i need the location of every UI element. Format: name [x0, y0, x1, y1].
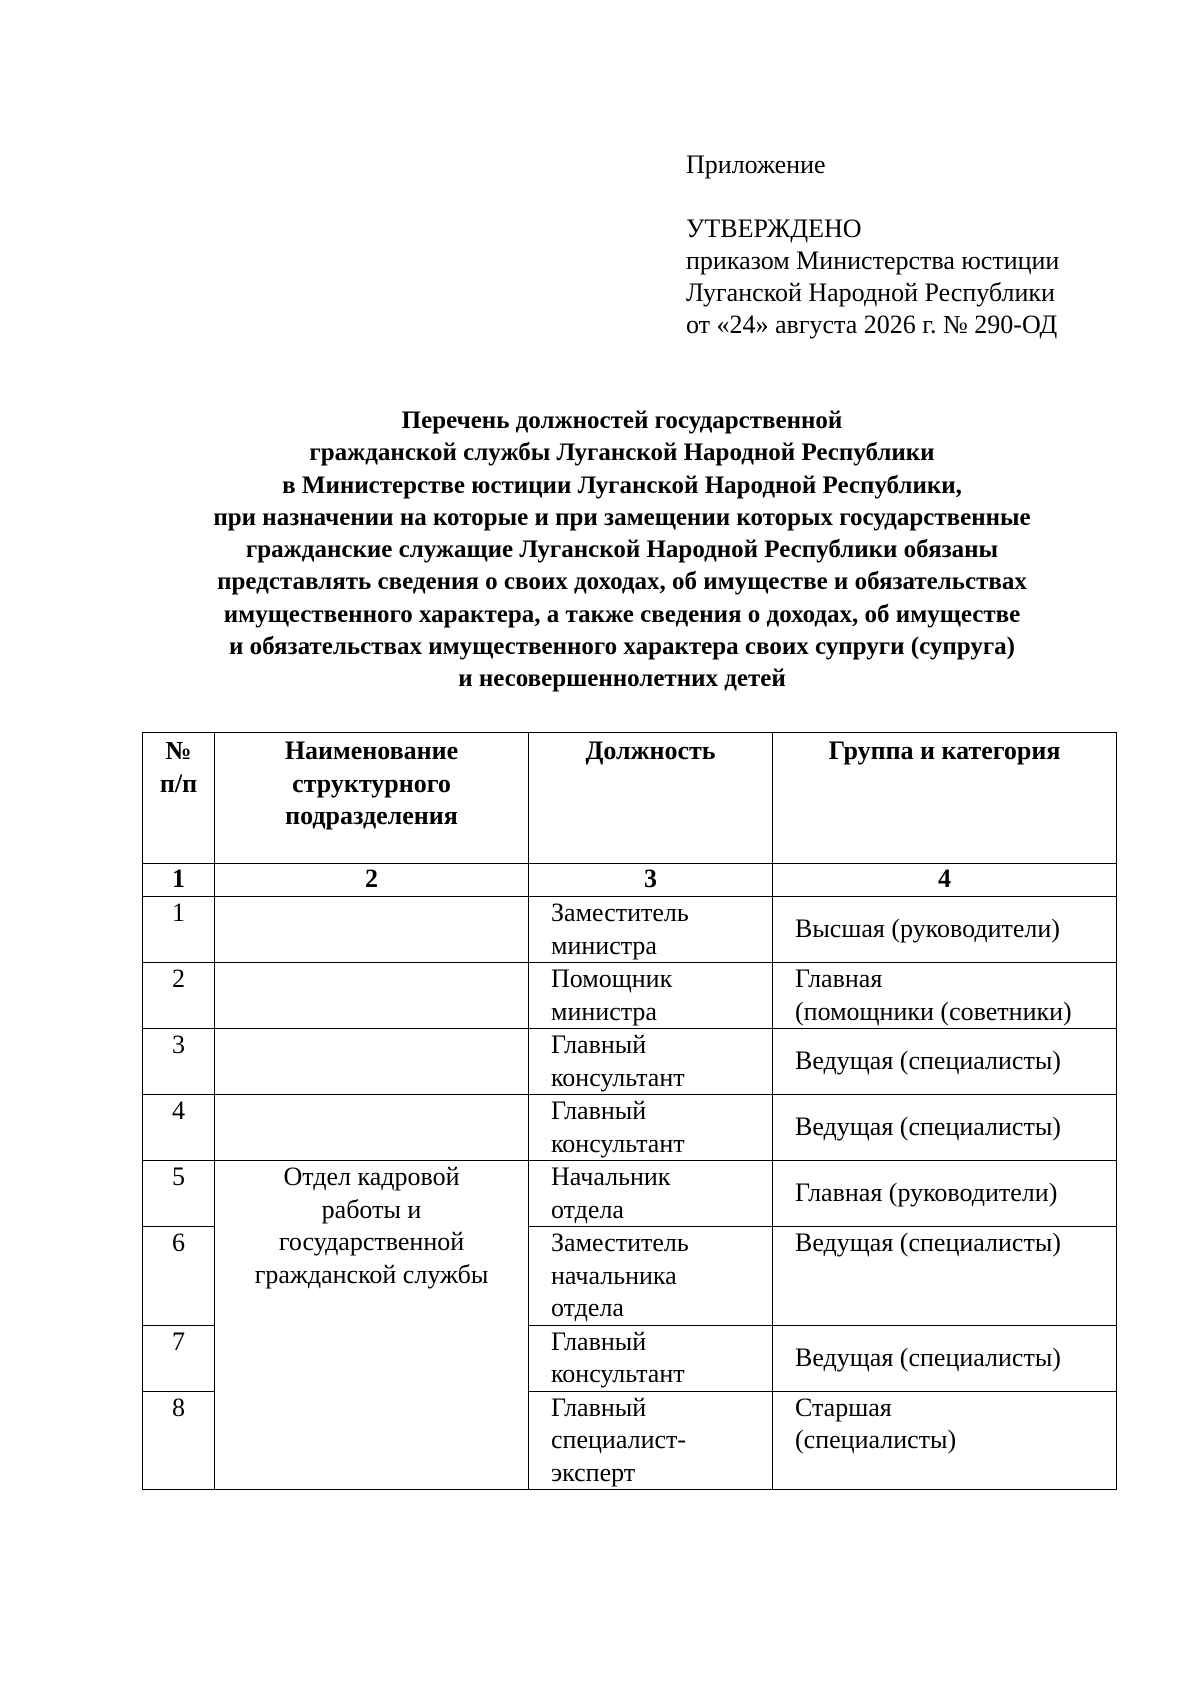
position-cell: Главный специалист- эксперт	[529, 1391, 773, 1490]
group-cell: Ведущая (специалисты)	[773, 1029, 1117, 1095]
group-cell: Ведущая (специалисты)	[773, 1095, 1117, 1161]
row-number: 2	[143, 963, 215, 1029]
table-header-row	[143, 733, 1117, 864]
title-line: Перечень должностей государственной	[401, 407, 843, 434]
title-line: и несовершеннолетних детей	[458, 665, 786, 693]
unit-cell	[215, 1095, 529, 1161]
approved-label: УТВЕРЖДЕНО	[686, 214, 862, 243]
position-cell: Помощник министра	[529, 963, 773, 1029]
title-line: в Министерстве юстиции Луганской Народной Республики,	[282, 471, 962, 499]
position-cell: Заместитель министра	[529, 897, 773, 963]
table-row	[143, 897, 1117, 963]
position-cell: Главный консультант	[529, 1029, 773, 1095]
position-cell: Начальник отдела	[529, 1161, 773, 1227]
title-line: при назначении на которые и при замещении которых государственные	[213, 503, 1031, 531]
row-number: 8	[143, 1391, 215, 1490]
row-number: 4	[143, 1095, 215, 1161]
title-line: и обязательствах имущественного характера своих супруги (супруга)	[229, 633, 1015, 661]
approval-order-line: приказом Министерства юстиции	[686, 246, 1060, 275]
table-row	[143, 1029, 1117, 1095]
table-row	[143, 1095, 1117, 1161]
row-number: 5	[143, 1161, 215, 1227]
unit-cell	[215, 897, 529, 963]
header-number: № п/п	[143, 733, 215, 864]
position-cell: Главный консультант	[529, 1095, 773, 1161]
group-cell: Ведущая (специалисты)	[773, 1325, 1117, 1391]
column-number: 2	[215, 864, 529, 897]
unit-cell	[215, 1029, 529, 1095]
header-unit: Наименование структурного подразделения	[215, 733, 529, 864]
document-title	[150, 405, 1094, 696]
group-cell: Главная (помощники (советники)	[773, 963, 1117, 1029]
position-cell: Заместитель начальника отдела	[529, 1227, 773, 1326]
row-number: 3	[143, 1029, 215, 1095]
column-number: 4	[773, 864, 1117, 897]
position-cell: Главный консультант	[529, 1325, 773, 1391]
column-number: 1	[143, 864, 215, 897]
header-group: Группа и категория	[773, 733, 1117, 864]
title-line: представлять сведения о своих доходах, об имуществе и обязательствах	[217, 568, 1027, 596]
group-cell: Старшая (специалисты)	[773, 1391, 1117, 1490]
table-row	[143, 1161, 1117, 1227]
title-line: гражданской службы Луганской Народной Республики	[309, 439, 935, 467]
column-numbers-row	[143, 864, 1117, 897]
approval-date-line: от «24» августа 2026 г. № 290-ОД	[686, 310, 1058, 339]
department-cell: Отдел кадровой работы и государственной гражданской службы	[215, 1161, 529, 1490]
header-position: Должность	[529, 733, 773, 864]
title-line: гражданские служащие Луганской Народной Республики обязаны	[245, 536, 999, 564]
group-cell: Главная (руководители)	[773, 1161, 1117, 1227]
row-number: 7	[143, 1325, 215, 1391]
positions-table	[142, 732, 1117, 1490]
row-number: 1	[143, 897, 215, 963]
group-cell: Ведущая (специалисты)	[773, 1227, 1117, 1326]
title-line: имущественного характера, а также сведения о доходах, об имуществе	[223, 600, 1021, 628]
unit-cell	[215, 963, 529, 1029]
table-row	[143, 963, 1117, 1029]
group-cell: Высшая (руководители)	[773, 897, 1117, 963]
appendix-label: Приложение	[686, 150, 826, 179]
approval-republic-line: Луганской Народной Республики	[686, 278, 1055, 307]
row-number: 6	[143, 1227, 215, 1326]
column-number: 3	[529, 864, 773, 897]
